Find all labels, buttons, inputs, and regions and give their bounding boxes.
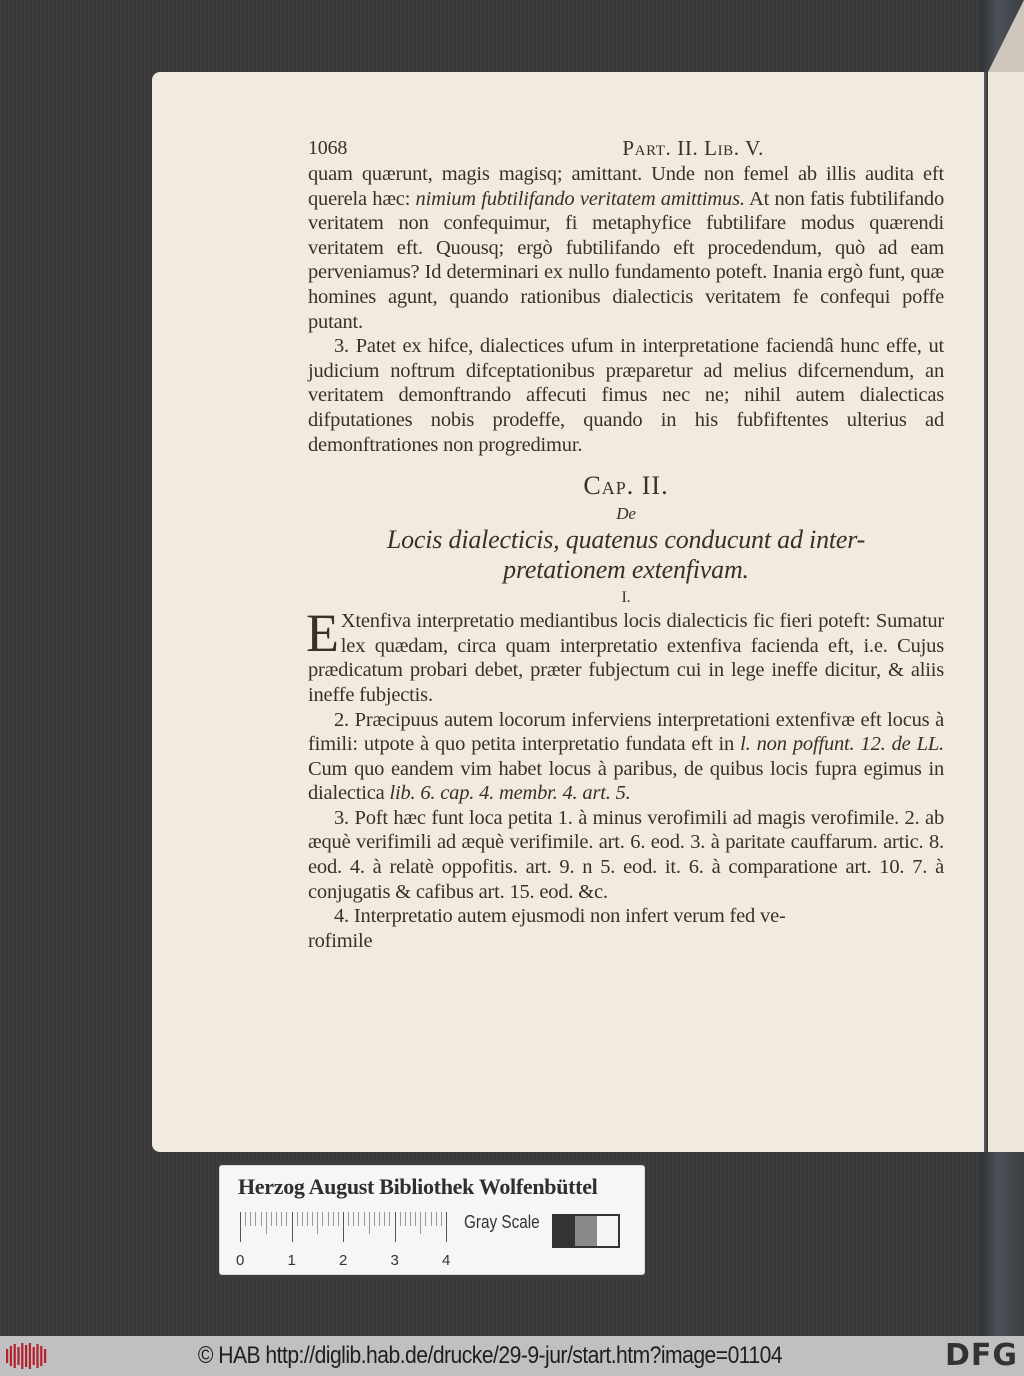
chapter-title-line-1: Locis dialecticis, quatenus conducunt ad inter- — [386, 525, 866, 555]
ruler-tick — [302, 1212, 303, 1226]
ruler-tick — [333, 1212, 334, 1226]
chapter-paragraphs — [306, 603, 944, 929]
paragraph — [308, 334, 944, 457]
ruler-tick — [245, 1212, 246, 1226]
ruler-tick — [379, 1212, 380, 1226]
ruler-tick — [281, 1212, 282, 1226]
italic-citation: l. non poffunt. 12. de LL. — [740, 733, 944, 756]
ruler-tick — [353, 1212, 354, 1226]
section-number: I. — [621, 589, 631, 607]
running-head: Part. II. Lib. V. — [622, 136, 764, 160]
ruler-tick — [297, 1212, 298, 1226]
gray-scale-swatches — [552, 1214, 620, 1248]
ruler-tick — [312, 1212, 313, 1226]
ruler-tick — [328, 1212, 329, 1226]
text-run: 4. Interpretatio autem ejusmodi non infert verum fed ve- — [334, 905, 786, 928]
ruler-tick — [384, 1212, 385, 1226]
ruler-tick — [364, 1212, 365, 1226]
ruler-tick — [250, 1212, 251, 1226]
ruler-tick — [255, 1212, 256, 1226]
catchword: rofimile — [308, 929, 373, 952]
ruler-tick — [420, 1212, 421, 1234]
facing-page-strip — [988, 72, 1024, 1152]
text-run: At non fatis fubtilifando veritatem non confequimur, fi metaphyfice fubtilifare modus quærendi veritatem eft. Quousq; ergò fubtilifando eft procedendum, quò ad eam perveniamus? Id determinari ex nullo fundamento poteft. Inania ergò funt, quæ homines agunt, quando rationibus dialecticis veritatem fe confequi poffe putant. — [308, 187, 945, 333]
color-target-card — [220, 1166, 644, 1274]
ruler-label: 2 — [339, 1252, 348, 1269]
ruler-tick — [415, 1212, 416, 1226]
paragraph — [308, 162, 944, 334]
page-corner — [988, 0, 1024, 72]
ruler-label: 1 — [287, 1252, 296, 1269]
ruler-tick — [266, 1212, 267, 1234]
ruler-tick — [307, 1212, 308, 1226]
paragraph — [306, 603, 944, 707]
ruler-tick — [358, 1212, 359, 1226]
text-run: 3. Patet ex hifce, dialectices ufum in interpretatione faciendâ hunc effe, ut judicium noftrum difceptationibus præparetur ad melius difcernendum, an veritatem demonftrando affecuti fimus nec ne; nihil autem dialecticas difputationes nobis prodeffe, quando in his fubfiftentes ulterius ad demonftrationes non progredimur. — [308, 335, 944, 456]
ruler-tick — [317, 1212, 318, 1234]
paragraph — [308, 806, 944, 904]
text-run: Xtenfiva interpretatio mediantibus locis dialecticis fic fieri poteft: Sumatur lex quædam, circa quam interpretatio extenfiva facienda eft, i.e. Cujus prædicatum probari debet, præter fubjectum cui in lege ineffe dicitur, & aliis ineffe fubjectis. — [308, 610, 944, 706]
institution-name: Herzog August Bibliothek Wolfenbüttel — [238, 1174, 598, 1199]
text-run: 2. Præcipuus autem locorum inferviens interpretationi extenfivæ eft locus à fimili: utpote à quo petita interpretatio fundata eft in — [308, 708, 944, 756]
ruler-tick — [389, 1212, 390, 1226]
ruler-tick — [292, 1212, 293, 1242]
drop-cap: E — [306, 603, 339, 664]
ruler-tick — [343, 1212, 344, 1242]
ruler-tick — [276, 1212, 277, 1226]
page-text-block — [308, 136, 944, 953]
ruler-label: 4 — [442, 1252, 451, 1269]
ruler — [236, 1212, 451, 1269]
ruler-tick — [446, 1212, 447, 1242]
text-run: quam quærunt, magis magisq; amittant. Unde non femel ab illis audita eft querela hæc: — [308, 163, 944, 210]
ruler-tick — [369, 1212, 370, 1234]
copyright-link[interactable]: © HAB http://diglib.hab.de/drucke/29-9-jur/start.htm?image=01104 — [197, 1342, 783, 1369]
ruler-tick — [322, 1212, 323, 1226]
ruler-tick — [405, 1212, 406, 1226]
gray-scale-label: Gray Scale — [464, 1212, 540, 1232]
ruler-tick — [400, 1212, 401, 1226]
ruler-tick — [240, 1212, 241, 1242]
gray-swatch — [575, 1216, 596, 1246]
ruler-label: 0 — [236, 1252, 245, 1269]
top-paragraphs — [308, 162, 944, 457]
chapter-label: Cap. II. — [583, 471, 669, 501]
page-header — [308, 136, 944, 162]
ruler-tick — [441, 1212, 442, 1226]
ruler-tick — [395, 1212, 396, 1242]
adjacent-page-edge — [980, 0, 1024, 1336]
paragraph — [308, 904, 944, 929]
ruler-tick — [338, 1212, 339, 1226]
italic-citation: nimium fubtilifando veritatem amittimus. — [415, 187, 745, 210]
gray-swatch — [597, 1216, 618, 1246]
ruler-tick — [271, 1212, 272, 1226]
footer-bar — [0, 1336, 1024, 1376]
ruler-tick — [410, 1212, 411, 1226]
chapter-title-line-2: pretationem extenfivam. — [503, 555, 749, 585]
ruler-tick — [261, 1212, 262, 1226]
chapter-de: De — [616, 504, 636, 524]
ruler-tick — [436, 1212, 437, 1226]
text-run: Cum quo eandem vim habet locus à paribus, de quibus locis fupra egimus in dialectica — [308, 757, 944, 805]
ruler-tick — [431, 1212, 432, 1226]
paragraph — [308, 708, 944, 806]
page-number: 1068 — [308, 137, 348, 159]
dfg-logo: DFG — [944, 1338, 1018, 1373]
hab-logo-icon — [4, 1342, 48, 1370]
text-run: 3. Poft hæc funt loca petita 1. à minus verofimili ad magis verofimile. 2. ab æquè verifimili ad æquè verifimile. art. 6. eod. 3. à paritate cauffarum. artic. 8. eod. 4. à relatè oppofitis. art. 9. n 5. eod. it. 6. à comparatione art. 10. 7. à conjugatis & cafibus art. 15. eod. &c. — [308, 806, 944, 903]
book-page — [152, 72, 986, 1152]
ruler-label: 3 — [390, 1252, 399, 1269]
ruler-tick — [374, 1212, 375, 1226]
gray-swatch — [554, 1216, 575, 1246]
page-gutter-line — [984, 72, 986, 1152]
ruler-tick — [348, 1212, 349, 1226]
ruler-tick — [425, 1212, 426, 1226]
ruler-tick — [286, 1212, 287, 1226]
italic-citation: lib. 6. cap. 4. membr. 4. art. 5. — [389, 782, 631, 805]
